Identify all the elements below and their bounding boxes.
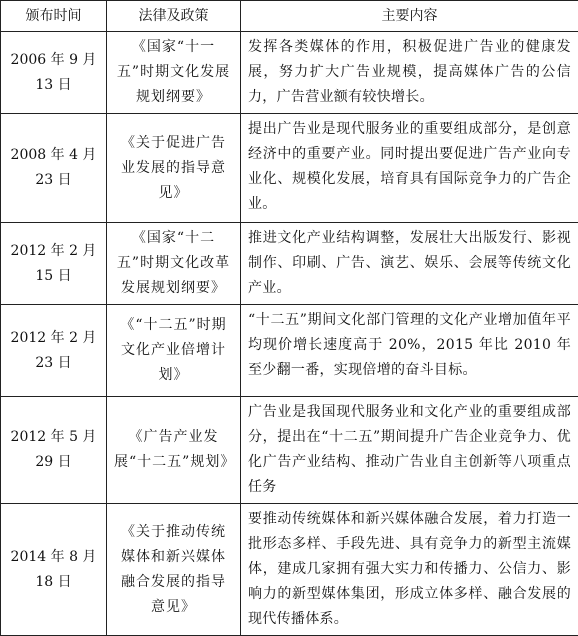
policy-name-cell: 《国家“十二五”时期文化改革发展规划纲要》 [107,223,241,305]
main-content-cell: “十二五”期间文化部门管理的文化产业增加值年平均现价增长速度高于 20%，2015 年比 2010 年至少翻一番，实现倍增的奋斗目标。 [241,305,578,397]
header-content: 主要内容 [241,1,578,32]
table-row [1,32,578,114]
issue-date-cell: 2014 年 8 月 18 日 [1,504,107,636]
issue-date-cell: 2008 年 4 月 23 日 [1,114,107,223]
issue-date-cell: 2012 年 5 月 29 日 [1,397,107,504]
policy-name-cell: 《关于促进广告业发展的指导意见》 [107,114,241,223]
issue-date-cell: 2006 年 9 月 13 日 [1,32,107,114]
issue-date-cell: 2012 年 2 月 23 日 [1,305,107,397]
table-row [1,504,578,636]
main-content-cell: 发挥各类媒体的作用，积极促进广告业的健康发展，努力扩大广告业规模，提高媒体广告的公信力，广告营业额有较快增长。 [241,32,578,114]
main-content-cell: 要推动传统媒体和新兴媒体融合发展，着力打造一批形态多样、手段先进、具有竞争力的新型主流媒体，建成几家拥有强大实力和传播力、公信力、影响力的新型媒体集团，形成立体多样、融合发展的现代传播体系。 [241,504,578,636]
policy-name-cell: 《关于推动传统媒体和新兴媒体融合发展的指导意见》 [107,504,241,636]
issue-date-cell: 2012 年 2 月 15 日 [1,223,107,305]
header-row [1,1,578,32]
header-law: 法律及政策 [107,1,241,32]
header-date: 颁布时间 [1,1,107,32]
main-content-cell: 广告业是我国现代服务业和文化产业的重要组成部分，提出在“十二五”期间提升广告企业竞争力、优化广告产业结构、推动广告业自主创新等八项重点任务 [241,397,578,504]
policy-name-cell: 《广告产业发展“十二五”规划》 [107,397,241,504]
table-row [1,223,578,305]
table-row [1,114,578,223]
main-content-cell: 提出广告业是现代服务业的重要组成部分，是创意经济中的重要产业。同时提出要促进广告产业向专业化、规模化发展，培育具有国际竞争力的广告企业。 [241,114,578,223]
main-content-cell: 推进文化产业结构调整，发展壮大出版发行、影视制作、印刷、广告、演艺、娱乐、会展等传统文化产业。 [241,223,578,305]
table-row [1,305,578,397]
table-row [1,397,578,504]
policy-name-cell: 《国家“十一五”时期文化发展规划纲要》 [107,32,241,114]
policy-name-cell: 《“十二五”时期文化产业倍增计划》 [107,305,241,397]
